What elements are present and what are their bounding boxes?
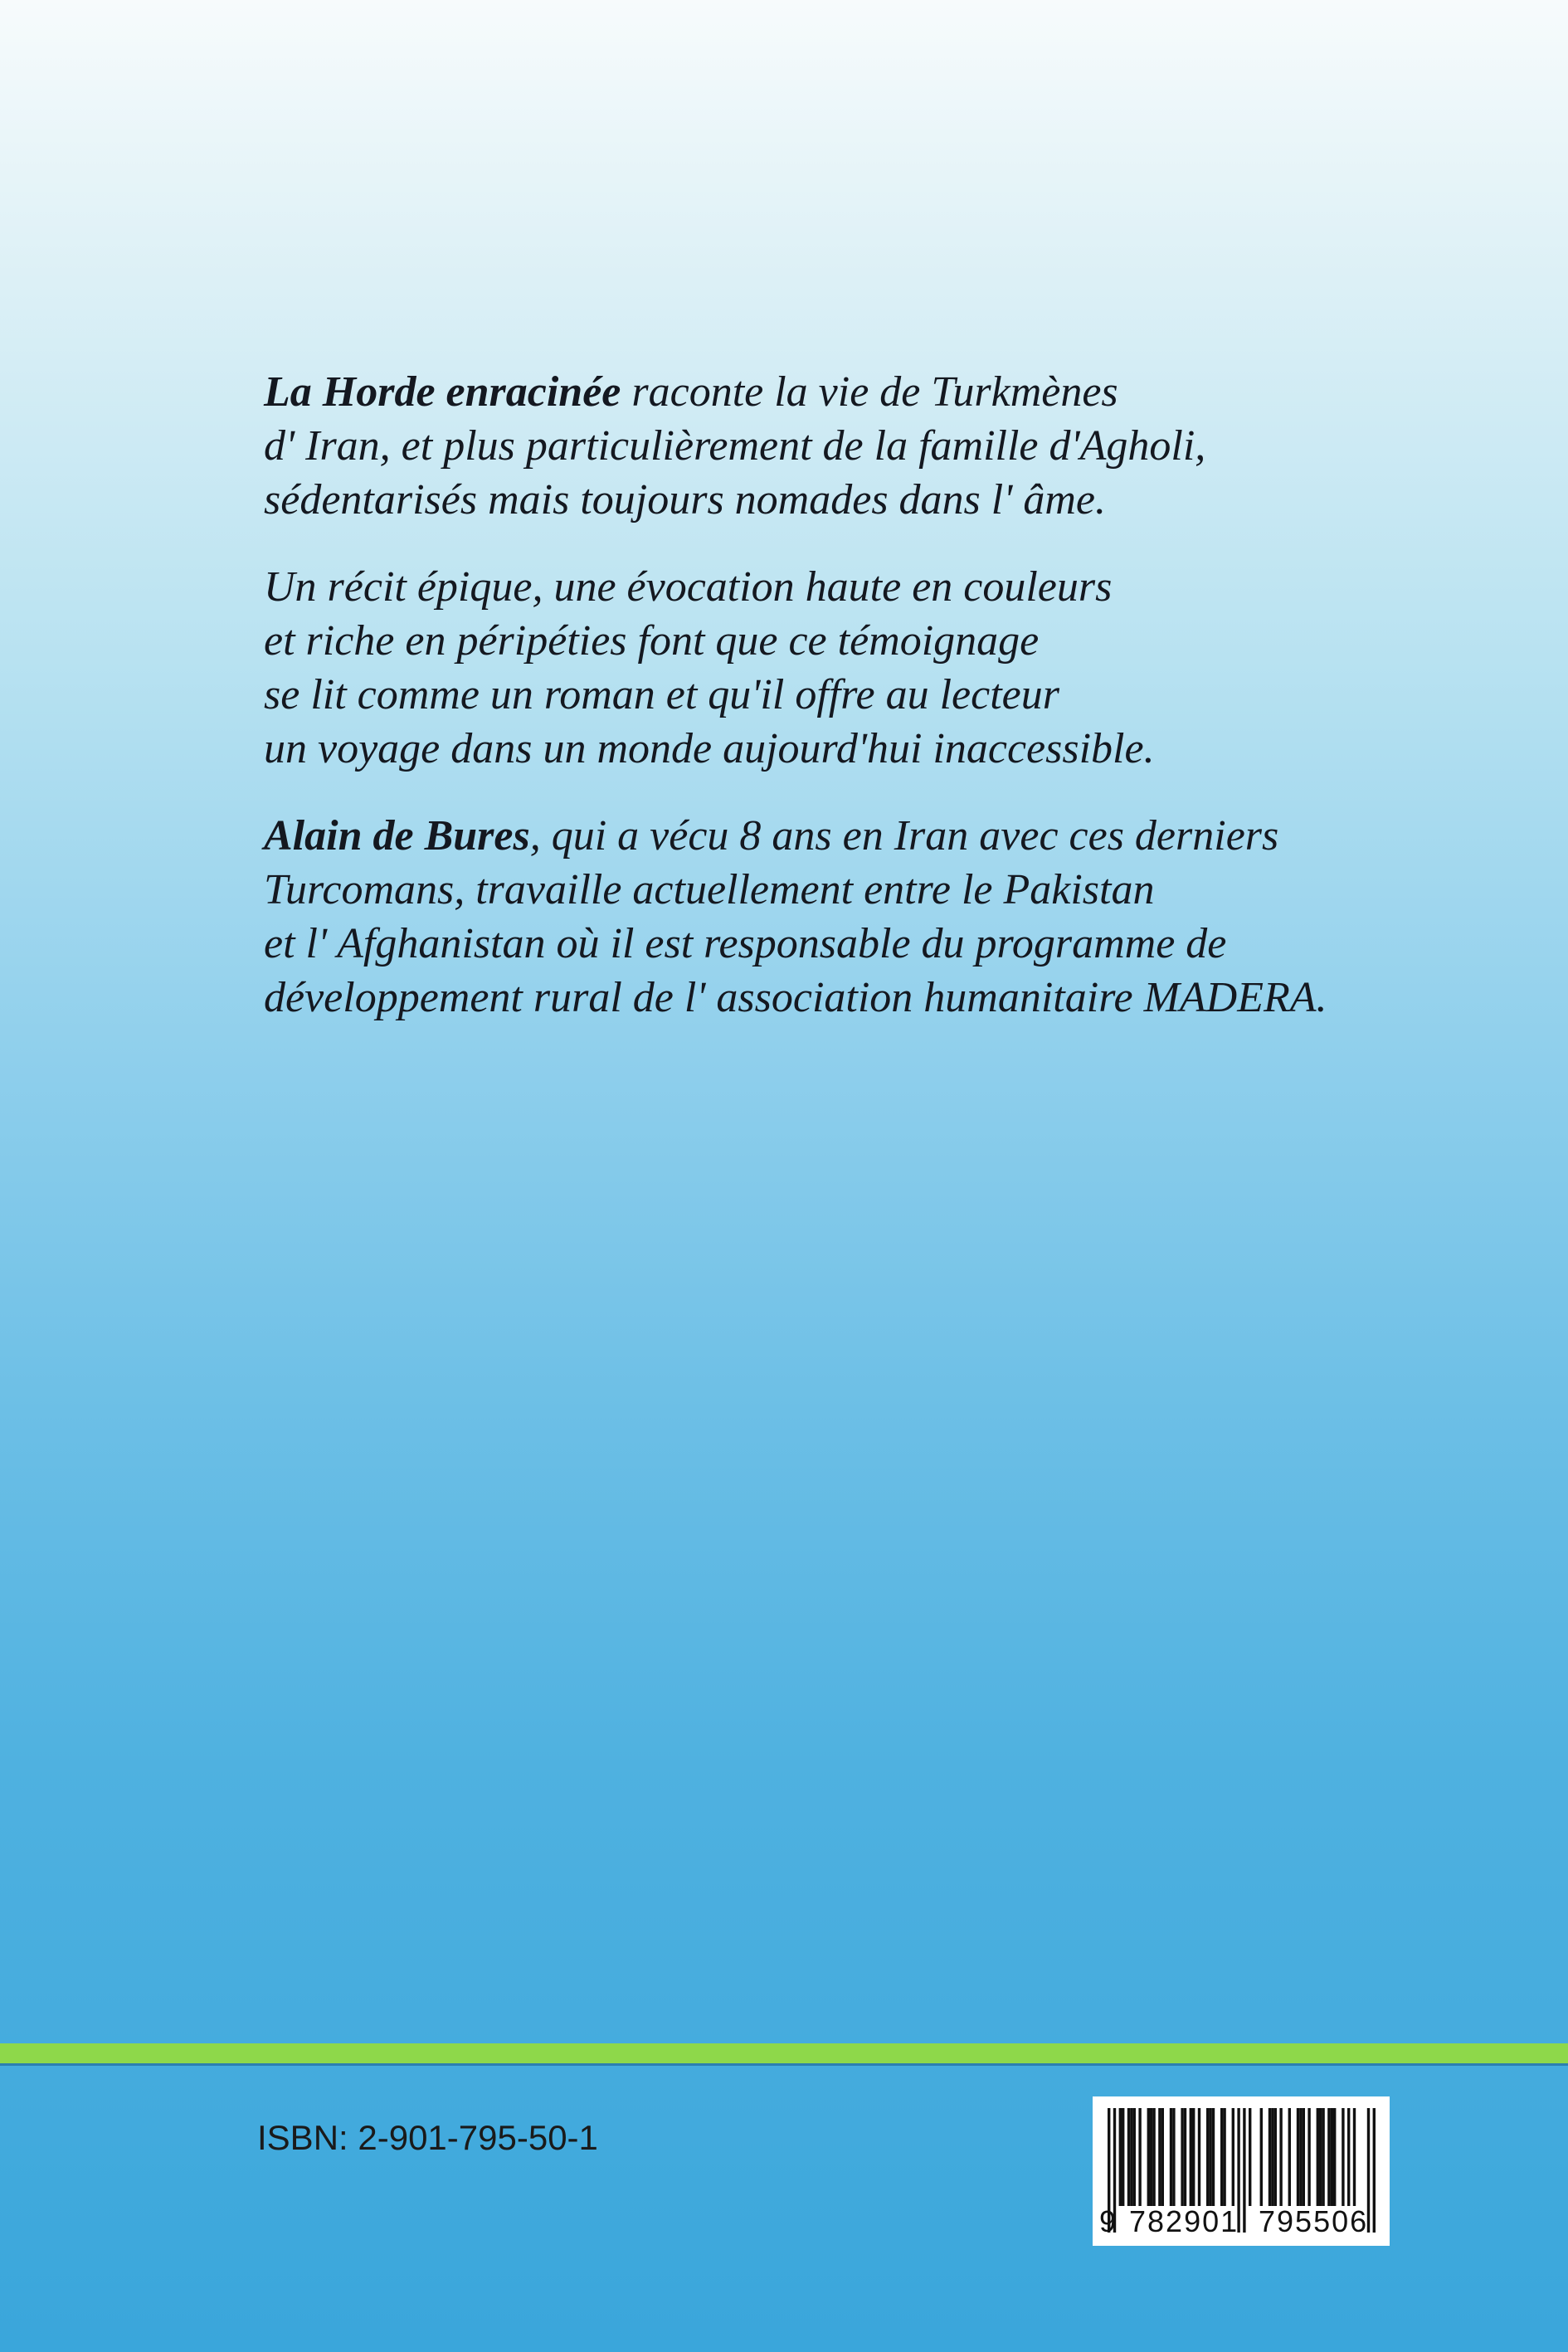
barcode-bar [1249,2108,1251,2206]
blurb-p2-line-3: se lit comme un roman et qu'il offre au lecteur [264,671,1059,718]
barcode-bar [1184,2108,1186,2206]
barcode-bar [1198,2108,1200,2206]
blurb-paragraph-1 [264,365,1442,527]
blurb-p3-line-2: Turcomans, travaille actuellement entre le Pakistan [264,866,1155,913]
barcode-bar [1353,2108,1356,2206]
blurb-p1-line-2: d' Iran, et plus particulièrement de la famille d'Agholi, [264,422,1206,470]
barcode-bar [1274,2108,1277,2206]
barcode-bar [1327,2108,1330,2206]
barcode-bar [1206,2108,1209,2206]
barcode-bar [1279,2108,1282,2206]
barcode-bar [1190,2108,1192,2206]
barcode-bar [1271,2108,1273,2206]
barcode-bar [1232,2108,1234,2206]
barcode-bar [1319,2108,1322,2206]
blurb-p3-line-4: développement rural de l' association humanitaire MADERA. [264,974,1327,1021]
barcode-bar [1127,2108,1130,2206]
blurb-paragraph-3 [264,809,1442,1025]
barcode-bar [1260,2108,1263,2206]
barcode-bar [1158,2108,1161,2206]
barcode-bar [1299,2108,1302,2206]
barcode-bar [1150,2108,1152,2206]
barcode-bar [1331,2108,1333,2206]
barcode-bar [1373,2108,1376,2233]
barcode-bar [1317,2108,1319,2206]
band-edge-line [0,2063,1568,2066]
barcode-bar [1130,2108,1132,2206]
barcode-bar [1333,2108,1336,2206]
blurb-p3-line-1: Alain de Bures, qui a vécu 8 ans en Iran avec ces derniers [264,812,1279,859]
blurb-p1-line-1: La Horde enracinée raconte la vie de Turkmènes [264,368,1118,416]
barcode-bar [1170,2108,1172,2206]
barcode-bar [1223,2108,1225,2206]
barcode-bar [1322,2108,1324,2206]
book-title: La Horde enracinée [264,368,621,416]
barcode-bar [1119,2108,1122,2206]
barcode-lead-digit: 9 [1099,2204,1118,2238]
green-divider-band [0,2043,1568,2063]
barcode-bar [1347,2108,1350,2206]
barcode-bar [1209,2108,1211,2206]
author-name: Alain de Bures [264,812,530,859]
isbn-barcode [1093,2096,1390,2246]
back-cover-blurb [264,365,1442,1058]
blurb-p1-line-3: sédentarisés mais toujours nomades dans l' âme. [264,476,1106,523]
barcode-bar [1181,2108,1183,2206]
barcode-bar [1122,2108,1124,2206]
barcode-digit-group-1: 782901 [1129,2204,1239,2238]
blurb-paragraph-2 [264,560,1442,776]
blurb-p2-line-1: Un récit épique, une évocation haute en couleurs [264,563,1113,611]
barcode-bar [1172,2108,1175,2206]
barcode-bar [1147,2108,1150,2206]
barcode-digit-group-2: 795506 [1259,2204,1369,2238]
barcode-bar [1297,2108,1299,2206]
barcode-bar [1220,2108,1223,2206]
barcode-bar [1161,2108,1164,2206]
blurb-p3-line-3: et l' Afghanistan où il est responsable du programme de [264,920,1227,967]
barcode-bar [1288,2108,1291,2206]
barcode-bar [1212,2108,1215,2206]
barcode-bar [1269,2108,1271,2206]
barcode-bar [1152,2108,1155,2206]
barcode-bar [1342,2108,1344,2206]
barcode-bar [1243,2108,1245,2233]
barcode-bar [1192,2108,1195,2206]
blurb-p2-line-2: et riche en péripéties font que ce témoignage [264,617,1040,665]
isbn-label: ISBN: 2-901-795-50-1 [257,2118,598,2157]
blurb-p2-line-4: un voyage dans un monde aujourd'hui inaccessible. [264,725,1155,772]
barcode-bar [1307,2108,1310,2206]
barcode-bar [1303,2108,1305,2206]
barcode-bar [1133,2108,1136,2206]
barcode-bar [1138,2108,1141,2206]
